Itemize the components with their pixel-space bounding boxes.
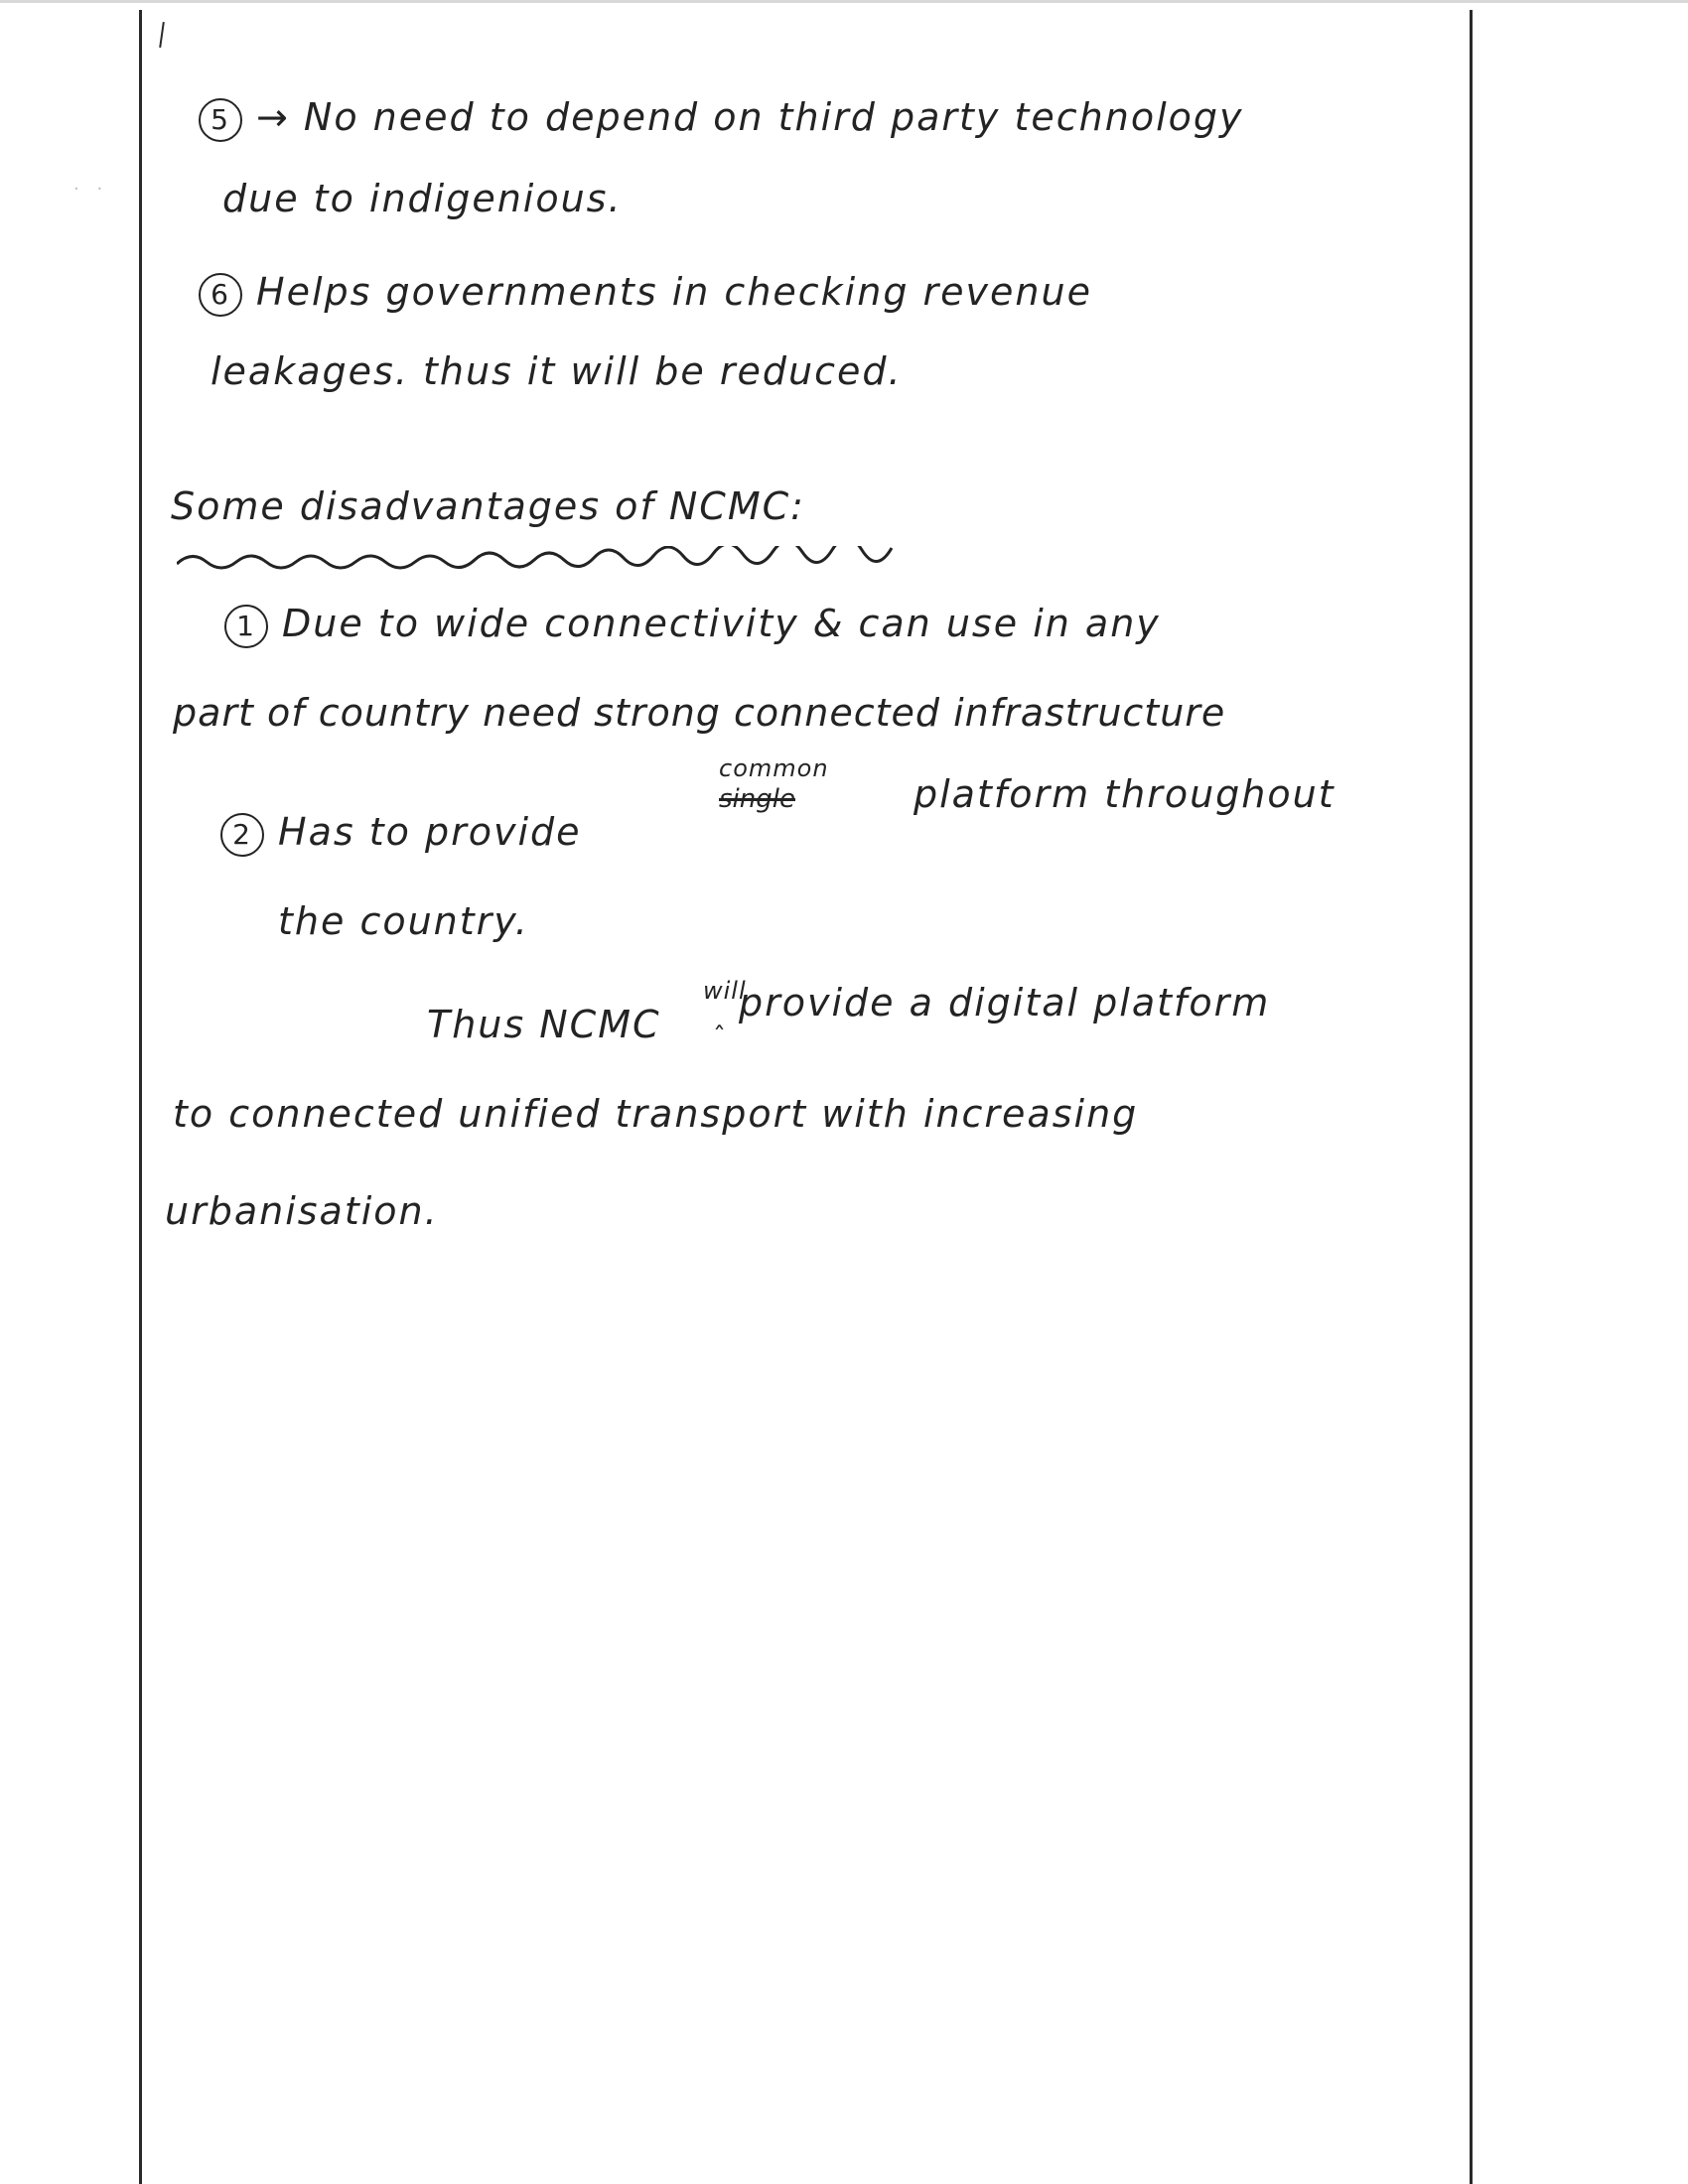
disadvantage-2-line-1	[220, 810, 582, 857]
disadvantage-1-number: 1	[224, 605, 268, 648]
point-5-line-1	[199, 95, 1244, 142]
disadvantage-1-line-2: part of country need strong connected infrastructure	[173, 691, 1226, 735]
disadvantage-2-number: 2	[220, 813, 264, 857]
conclusion-line-2: to connected unified transport with increasing	[173, 1092, 1139, 1136]
page-top-edge	[0, 0, 1688, 3]
point-5-text-1: → No need to depend on third party technology	[256, 95, 1244, 139]
corner-mark	[159, 22, 165, 48]
conclusion-inserted-word: will	[703, 977, 747, 1005]
point-5-number: 5	[199, 98, 242, 142]
disadvantage-2-struck-word: single	[719, 784, 795, 814]
disadvantage-2-text-after: platform throughout	[914, 772, 1336, 816]
left-margin-line	[139, 10, 142, 2184]
point-6-text-1: Helps governments in checking revenue	[256, 270, 1092, 314]
disadvantages-heading: Some disadvantages of NCMC:	[171, 484, 805, 528]
disadvantage-2-text-before: Has to provide	[278, 810, 582, 854]
point-5-line-2: due to indigenious.	[222, 177, 623, 220]
right-margin-line	[1470, 10, 1473, 2184]
wavy-underline	[177, 546, 902, 576]
conclusion-text-before: Thus NCMC	[427, 1003, 661, 1046]
point-6-line-1	[199, 270, 1092, 317]
point-6-number: 6	[199, 273, 242, 317]
insertion-caret: ˆ	[713, 1023, 726, 1052]
disadvantages-heading-block	[171, 484, 805, 528]
conclusion-line-3: urbanisation.	[165, 1189, 439, 1233]
disadvantage-1-text-1: Due to wide connectivity & can use in any	[282, 602, 1161, 645]
disadvantage-2-line-2: the country.	[278, 899, 529, 943]
point-6-line-2: leakages. thus it will be reduced.	[211, 349, 903, 393]
disadvantage-2-inserted-word: common	[719, 754, 829, 782]
conclusion-text-after: provide a digital platform	[739, 981, 1271, 1024]
scan-specks: · ·	[73, 179, 109, 200]
disadvantage-1-line-1	[224, 602, 1161, 648]
